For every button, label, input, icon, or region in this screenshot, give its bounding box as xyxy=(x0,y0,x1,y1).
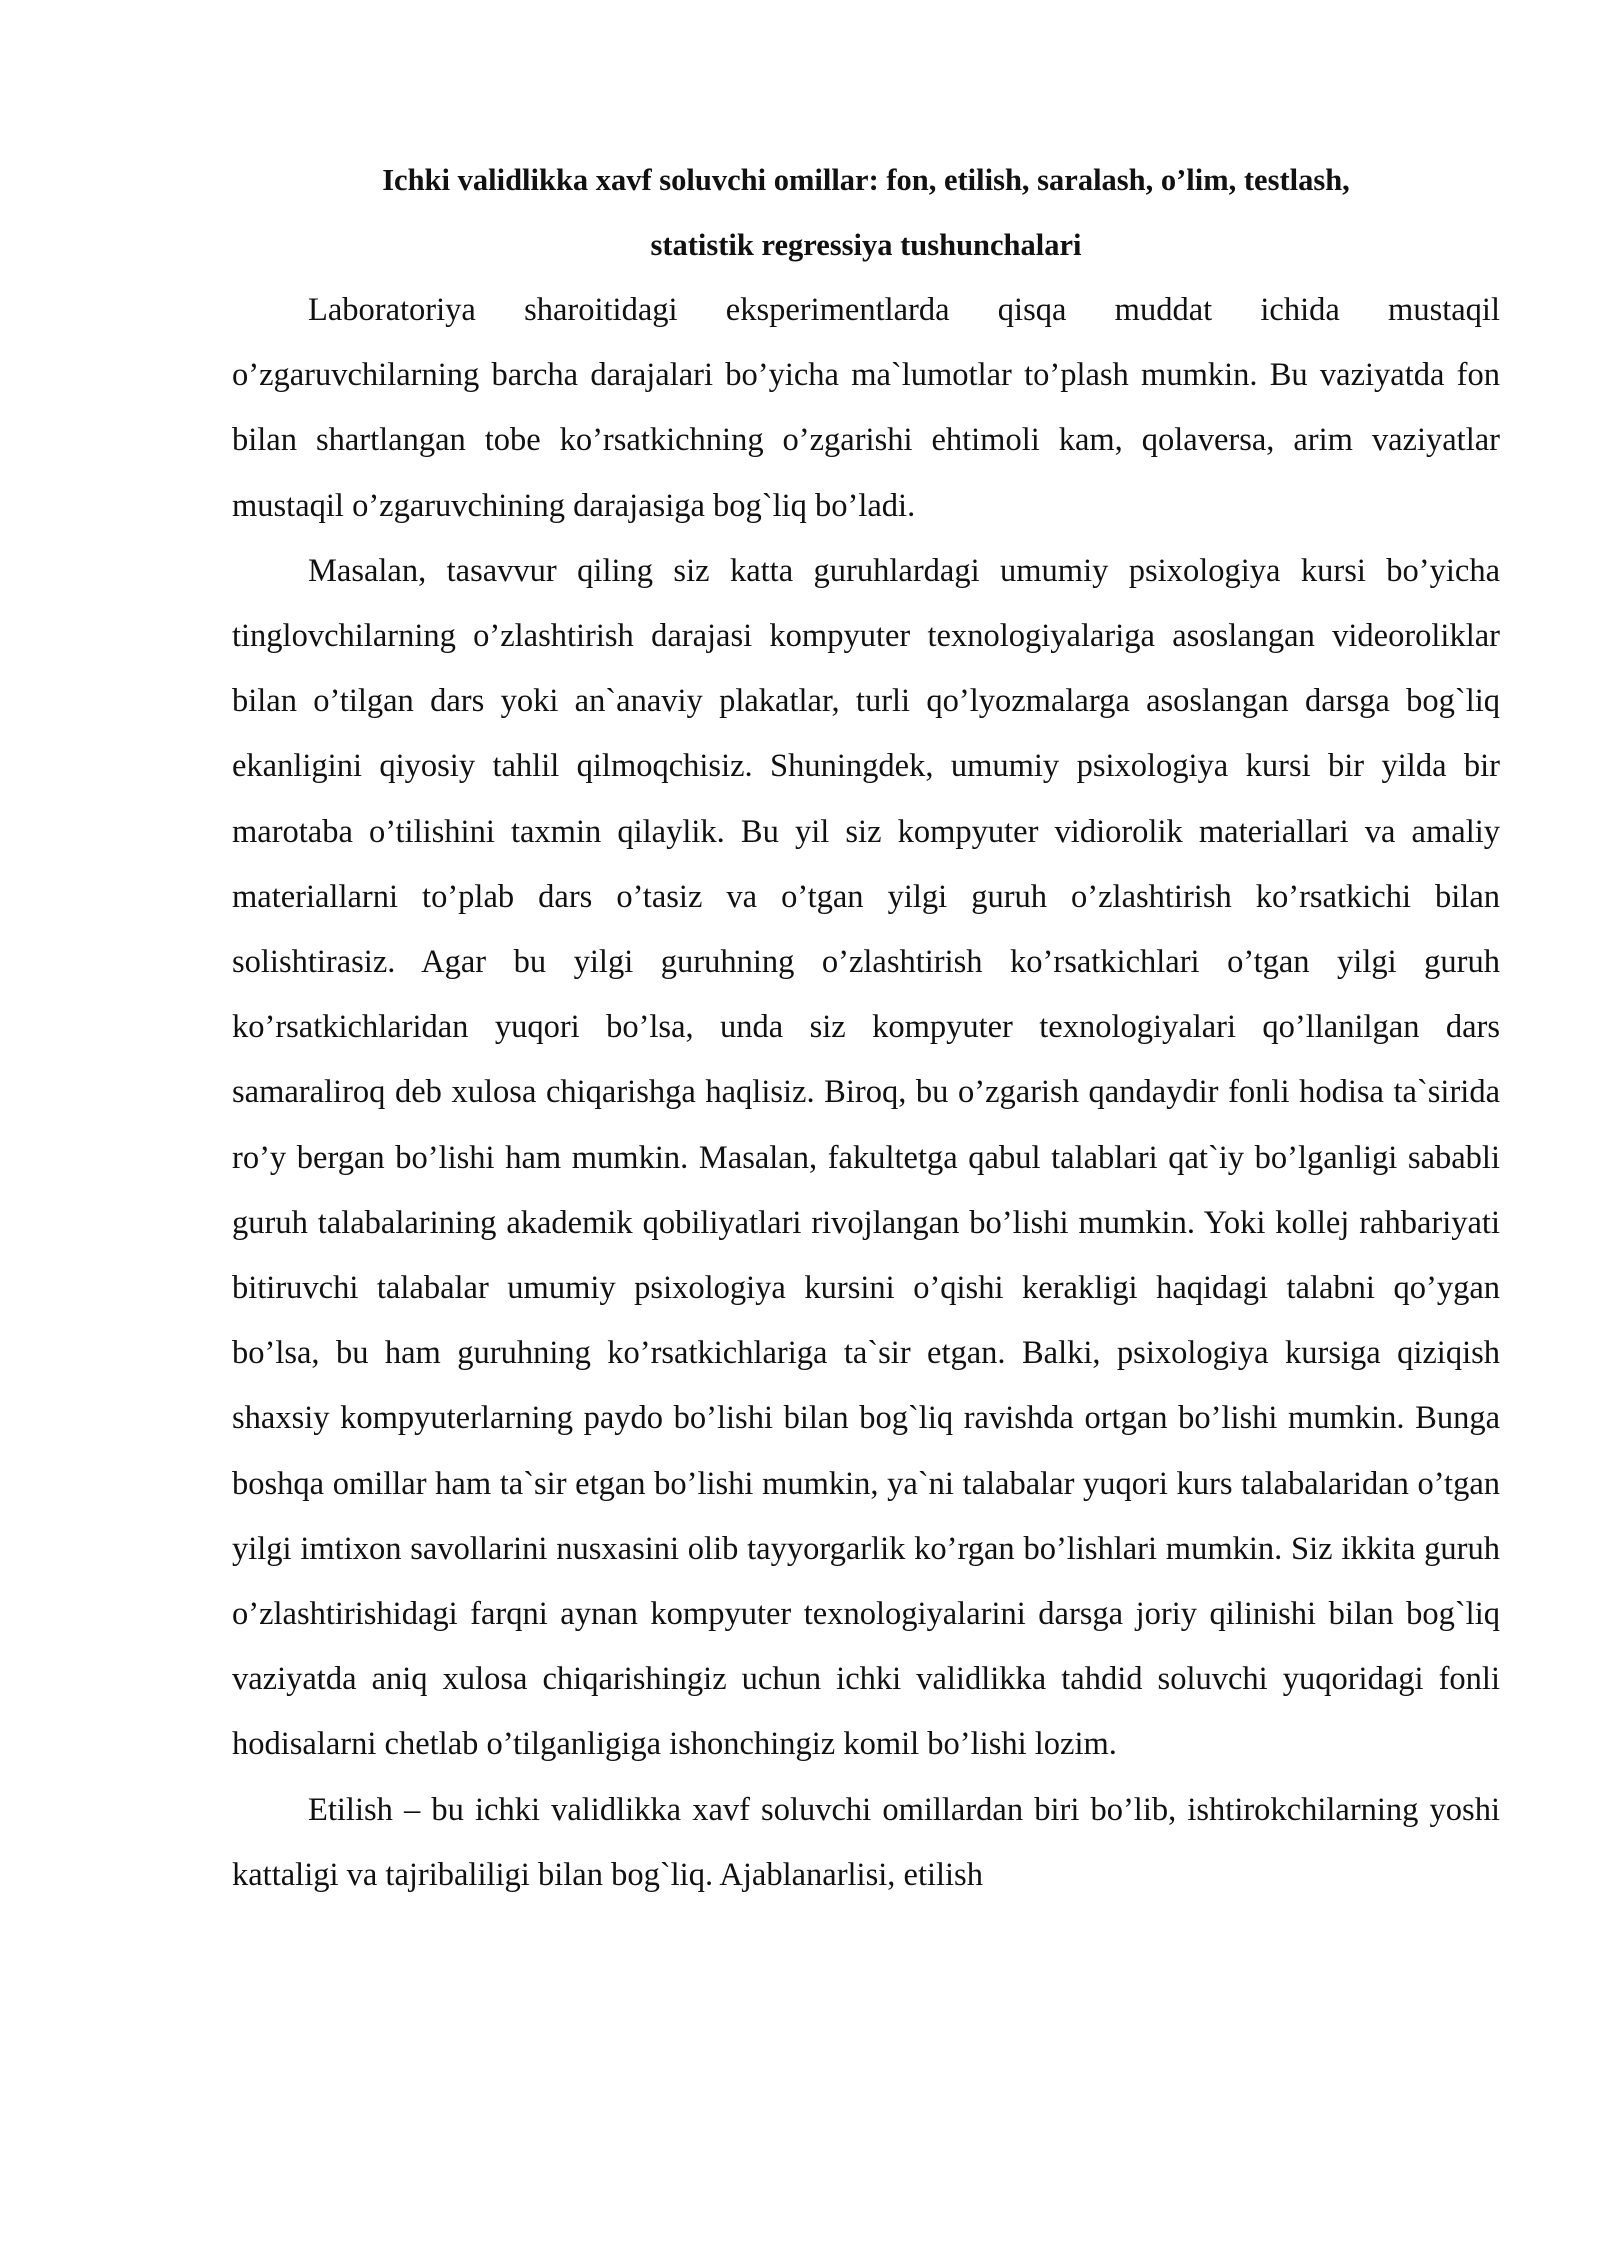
paragraph-2: Masalan, tasavvur qiling siz katta guruhlardagi umumiy psixologiya kursi bo’yicha tinglovchilarning o’zlashtirish darajasi kompyuter texnologiyalariga asoslangan videoroliklar bilan o’tilgan dars yoki an`anaviy plakatlar, turli qo’lyozmalarga asoslangan darsga bog`liq ekanligini qiyosiy tahlil qilmoqchisiz. Shuningdek, umumiy psixologiya kursi bir yilda bir marotaba o’tilishini taxmin qilaylik. Bu yil siz kompyuter vidiorolik materiallari va amaliy materiallarni to’plab dars o’tasiz va o’tgan yilgi guruh o’zlashtirish ko’rsatkichi bilan solishtirasiz. Agar bu yilgi guruhning o’zlashtirish ko’rsatkichlari o’tgan yilgi guruh ko’rsatkichlaridan yuqori bo’lsa, unda siz kompyuter texnologiyalari qo’llanilgan dars samaraliroq deb xulosa chiqarishga haqlisiz. Biroq, bu o’zgarish qandaydir fonli hodisa ta`sirida ro’y bergan bo’lishi ham mumkin. Masalan, fakultetga qabul talablari qat`iy bo’lganligi sababli guruh talabalarining akademik qobiliyatlari rivojlangan bo’lishi mumkin. Yoki kollej rahbariyati bitiruvchi talabalar umumiy psixologiya kursini o’qishi kerakligi haqidagi talabni qo’ygan bo’lsa, bu ham guruhning ko’rsatkichlariga ta`sir etgan. Balki, psixologiya kursiga qiziqish shaxsiy kompyuterlarning paydo bo’lishi bilan bog`liq ravishda ortgan bo’lishi mumkin. Bunga boshqa omillar ham ta`sir etgan bo’lishi mumkin, ya`ni talabalar yuqori kurs talabalaridan o’tgan yilgi imtixon savollarini nusxasini olib tayyorgarlik ko’rgan bo’lishlari mumkin. Siz ikkita guruh o’zlashtirishidagi farqni aynan kompyuter texnologiyalarini darsga joriy qilinishi bilan bog`liq vaziyatda aniq xulosa chiqarishingiz uchun ichki validlikka tahdid soluvchi yuqoridagi fonli hodisalarni chetlab o’tilganligiga ishonchingiz komil bo’lishi lozim. xyxy=(232,552,1500,1763)
title-line-2: statistik regressiya tushunchalari xyxy=(650,228,1082,262)
paragraph-1: Laboratoriya sharoitidagi eksperimentlarda qisqa muddat ichida mustaqil o’zgaruvchilarning barcha darajalari bo’yicha ma`lumotlar to’plash mumkin. Bu vaziyatda fon bilan shartlangan tobe ko’rsatkichning o’zgarishi ehtimoli kam, qolaversa, arim vaziyatlar mustaqil o’zgaruvchining darajasiga bog`liq bo’ladi. xyxy=(232,292,1500,524)
page-title xyxy=(232,148,1500,278)
title-line-1: Ichki validlikka xavf soluvchi omillar: fon, etilish, saralash, o’lim, testlash, xyxy=(382,163,1350,197)
paragraph-3: Etilish – bu ichki validlikka xavf soluvchi omillardan biri bo’lib, ishtirokchilarning yoshi kattaligi va tajribaliligi bilan bog`liq. Ajablanarlisi, etilish xyxy=(232,1791,1500,1893)
